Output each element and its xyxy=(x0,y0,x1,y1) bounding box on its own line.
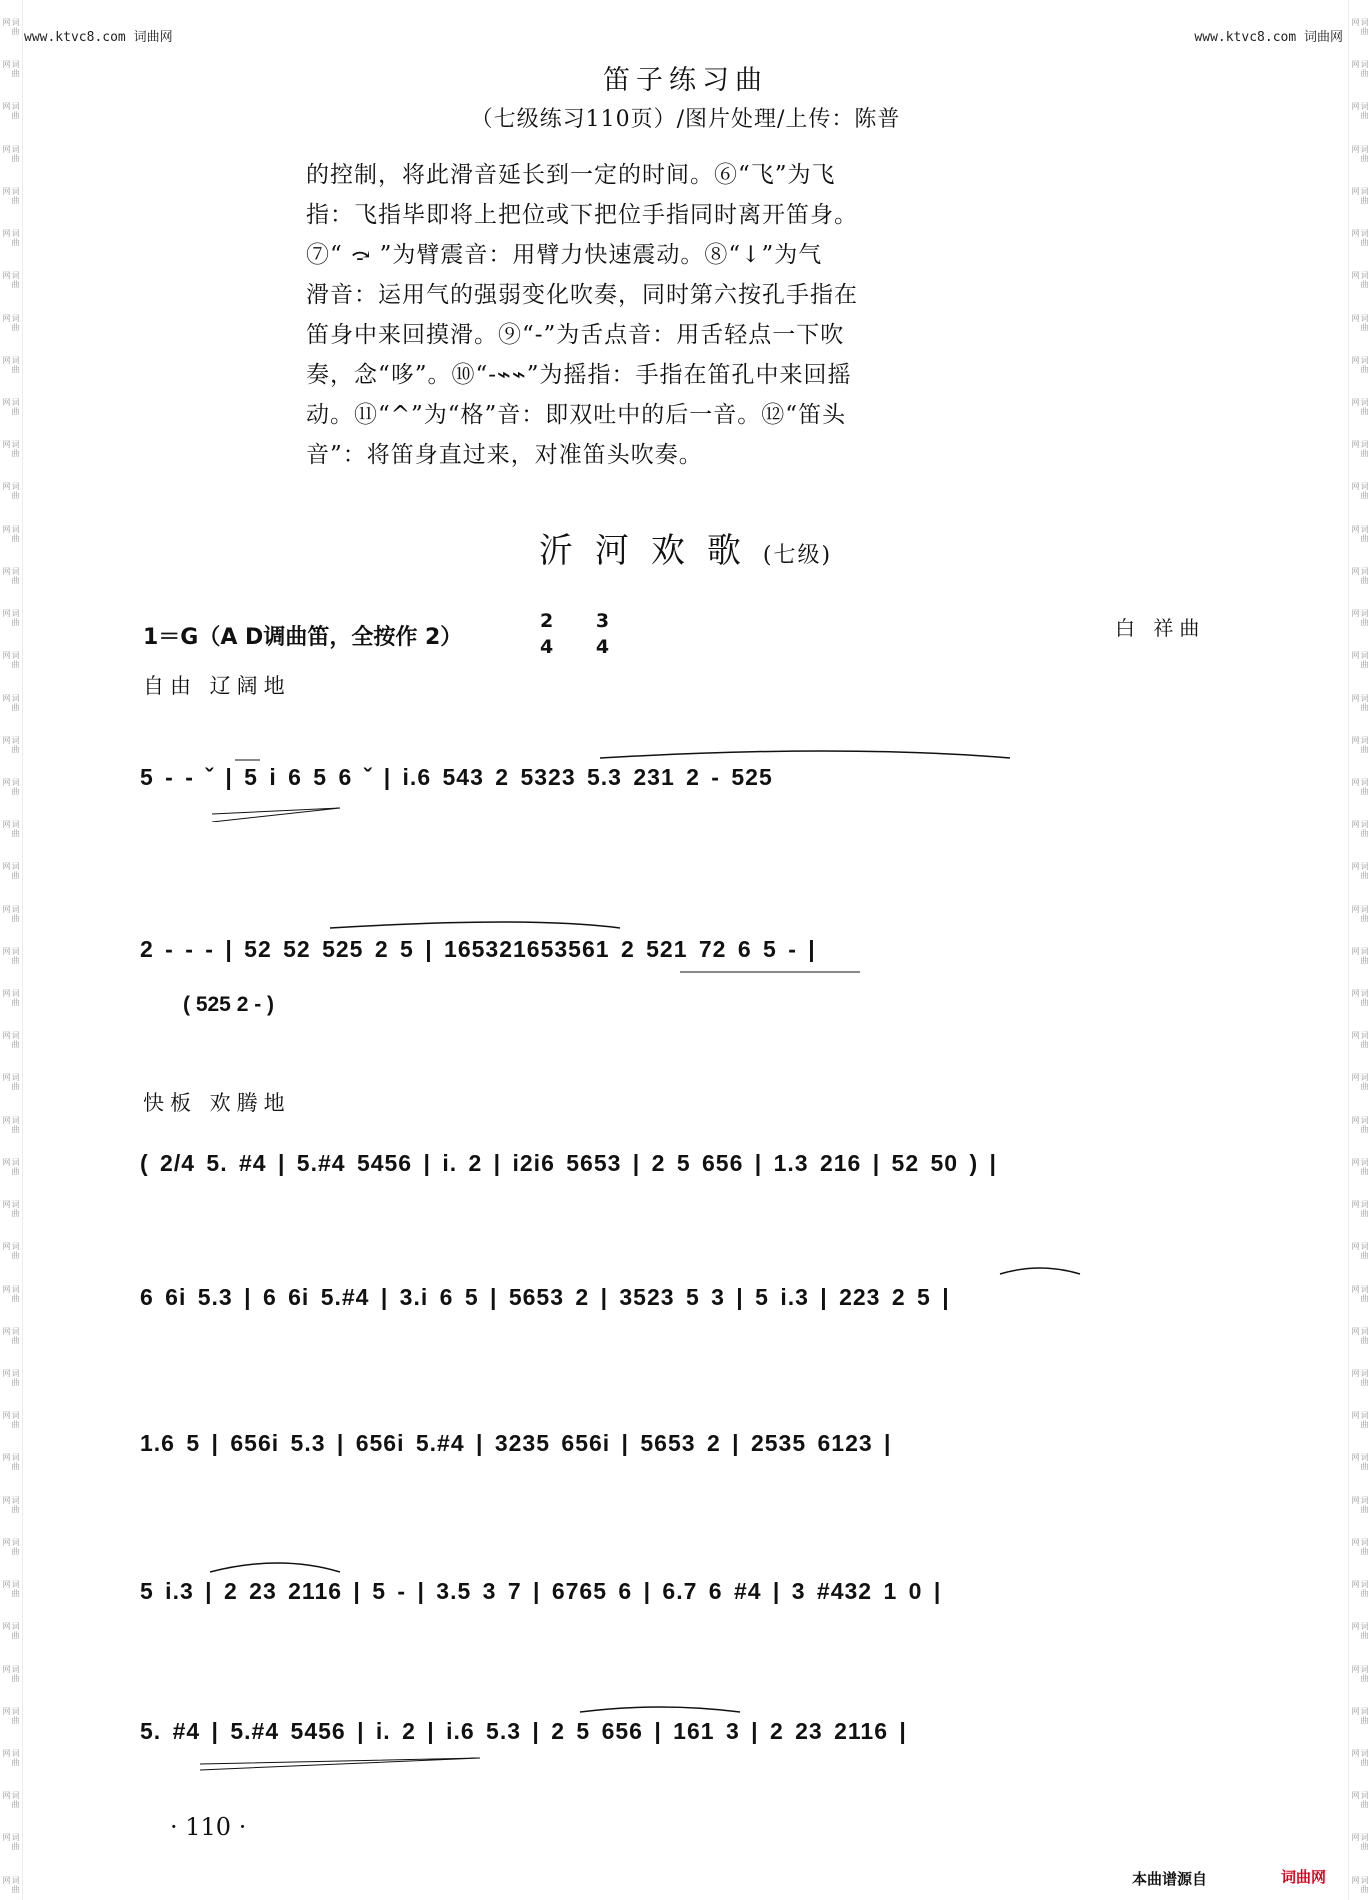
key-signature: 1＝G（A D调曲笛，全按作 2） xyxy=(143,625,463,650)
note-line: 滑音：运用气的强弱变化吹奏，同时第六按孔手指在 xyxy=(306,282,858,308)
staff-notes: 5 - - ˇ | 5 i 6 5 6 ˇ | i.6 543 2 5323 5.3 231 2 - 525 xyxy=(140,764,773,790)
site-logo[interactable]: 词曲网 xyxy=(1281,1868,1327,1886)
staff-notes: 1.6 5 | 656i 5.3 | 656i 5.#4 | 3235 656i | 5653 2 | 2535 6123 | xyxy=(140,1430,892,1456)
staff-line-5 xyxy=(140,1408,1220,1488)
staff-notes: 6 6i 5.3 | 6 6i 5.#4 | 3.i 6 5 | 5653 2 | 3523 5 3 | 5 i.3 | 223 2 5 | xyxy=(140,1284,950,1310)
left-watermark-strip: 词曲网 词曲网 词曲网 词曲网 词曲网 词曲网 词曲网 词曲网 词曲网 词曲网 词曲网 词曲网 词曲网 词曲网 词曲网 词曲网 词曲网 词曲网 词曲网 词曲网 词曲网 词曲网 词曲网 词曲网 词曲网 词曲网 词曲网 词曲网 词曲网 词曲网 词曲网 词曲网 词曲网 词曲网 词曲网 词曲网 词曲网 词曲网 词曲网 词曲网 词曲网 词曲网 词曲网 词曲网 词曲网 xyxy=(0,0,23,1900)
watermark-url-left: www.ktvc8.com 词曲网 xyxy=(24,30,173,45)
song-title xyxy=(0,523,1371,572)
note-line: 笛身中来回摸滑。⑨“-”为舌点音：用舌轻点一下吹 xyxy=(306,322,845,348)
page-number: · 110 · xyxy=(170,1813,247,1841)
page-subtitle: （七级练习110页）/图片处理/上传：陈普 xyxy=(470,107,901,132)
staff-notes: 2 - - - | 52 52 525 2 5 | 165321653561 2 521 72 6 5 - | xyxy=(140,936,816,962)
meter-bottom: 4 4 xyxy=(540,636,628,658)
technique-notes xyxy=(306,155,916,475)
song-level: (七级) xyxy=(762,543,833,568)
staff-line-3 xyxy=(140,1128,1220,1208)
staff-line-6 xyxy=(140,1556,1220,1636)
meter-top: 2 3 xyxy=(540,610,628,632)
right-watermark-strip: 词曲网 词曲网 词曲网 词曲网 词曲网 词曲网 词曲网 词曲网 词曲网 词曲网 词曲网 词曲网 词曲网 词曲网 词曲网 词曲网 词曲网 词曲网 词曲网 词曲网 词曲网 词曲网 词曲网 词曲网 词曲网 词曲网 词曲网 词曲网 词曲网 词曲网 词曲网 词曲网 词曲网 词曲网 词曲网 词曲网 词曲网 词曲网 词曲网 词曲网 词曲网 词曲网 词曲网 词曲网 词曲网 xyxy=(1348,0,1371,1900)
note-line: 指：飞指毕即将上把位或下把位手指同时离开笛身。 xyxy=(306,202,858,228)
tempo-marking-free: 自由 辽阔地 xyxy=(143,674,291,698)
composer: 白 祥曲 xyxy=(1115,616,1206,640)
staff-line-4 xyxy=(140,1262,1220,1342)
staff-line-2 xyxy=(140,914,1220,994)
watermark-url-right: www.ktvc8.com 词曲网 xyxy=(1194,30,1343,45)
page-title: 笛子练习曲 xyxy=(603,65,768,96)
note-line: 动。⑪“^”为“格”音：即双吐中的后一音。⑫“笛头 xyxy=(306,402,847,428)
staff-notes: ( 2/4 5. #4 | 5.#4 5456 | i. 2 | i2i6 5653 | 2 5 656 | 1.3 216 | 52 50 ) | xyxy=(140,1150,997,1176)
note-line: ⑦“ ⤼ ”为臂震音：用臂力快速震动。⑧“↓”为气 xyxy=(306,242,823,268)
staff-line-1 xyxy=(140,742,1220,822)
alternate-phrase: ( 525 2 - ) xyxy=(183,993,275,1016)
staff-notes: 5 i.3 | 2 23 2116 | 5 - | 3.5 3 7 | 6765 6 | 6.7 6 #4 | 3 #432 1 0 | xyxy=(140,1578,942,1604)
staff-line-7 xyxy=(140,1696,1220,1776)
note-line: 奏，念“哆”。⑩“-⌁⌁”为摇指：手指在笛孔中来回摇 xyxy=(306,362,852,388)
source-note: 本曲谱源自 xyxy=(1132,1870,1208,1888)
note-line: 音”：将笛身直过来，对准笛头吹奏。 xyxy=(306,442,703,468)
song-name: 沂河欢歌 xyxy=(538,531,763,571)
tempo-marking-fast: 快板 欢腾地 xyxy=(143,1091,291,1115)
staff-notes: 5. #4 | 5.#4 5456 | i. 2 | i.6 5.3 | 2 5 656 | 161 3 | 2 23 2116 | xyxy=(140,1718,907,1744)
note-line: 的控制，将此滑音延长到一定的时间。⑥“飞”为飞 xyxy=(306,162,836,188)
